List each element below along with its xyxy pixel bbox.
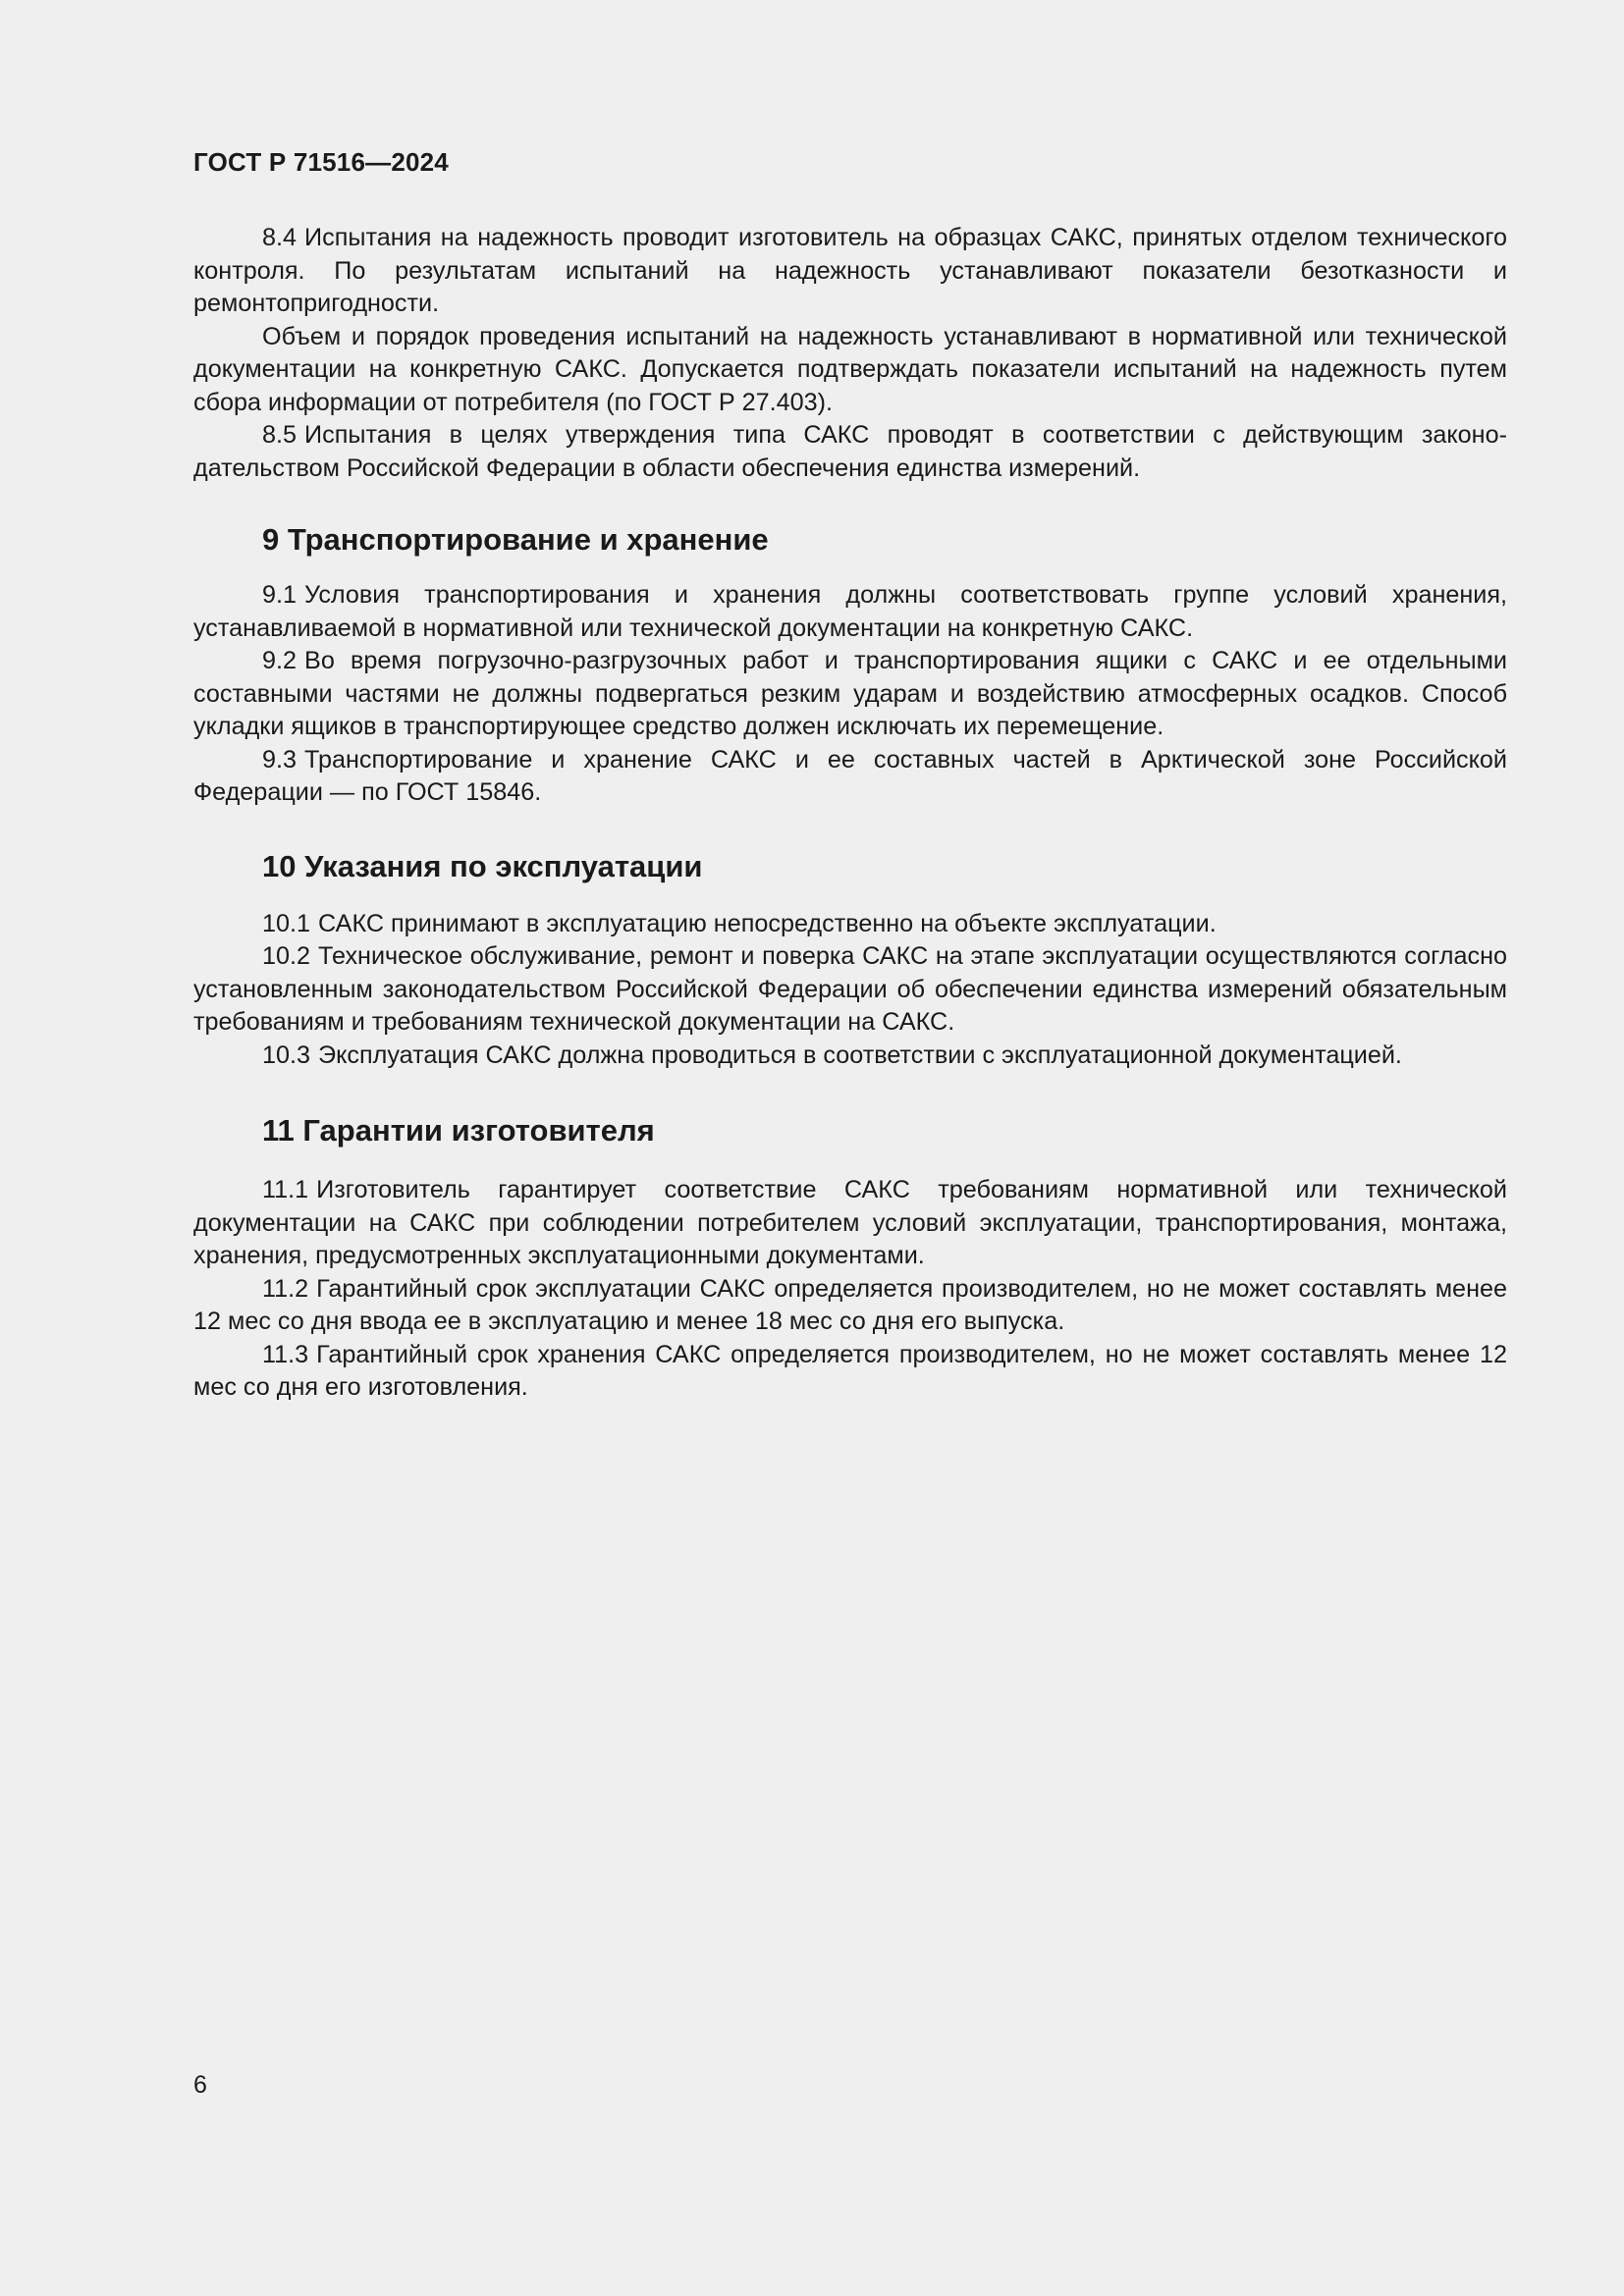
paragraph-text: Техническое обслуживание, ремонт и поверка САКС на этапе эксплуатации осуществляются согласно установленным законодательством Российской Федерации об обеспечении единства измерений обязательным требованиям и требованиям технической документации на САКС. (193, 942, 1507, 1036)
paragraph-text: Гарантийный срок эксплуатации САКС определяется производителем, но не может составлять менее 12 мес со дня ввода ее в эксплуатацию и менее 18 мес со дня его выпуска. (193, 1274, 1507, 1335)
paragraph-11-2 (193, 1273, 1507, 1339)
paragraph-number: 11.3 (262, 1340, 309, 1368)
paragraph-number: 11.2 (262, 1274, 309, 1303)
paragraph-10-3 (193, 1040, 1507, 1073)
paragraph-text: Испытания в целях утверждения типа САКС проводят в соответствии с действующим законодательством Российской Федерации в области обеспечения единства измерений. (193, 421, 1507, 482)
paragraph-10-2 (193, 940, 1507, 1040)
paragraph-number: 11.1 (262, 1176, 309, 1203)
paragraph-text: Эксплуатация САКС должна проводиться в соответствии с эксплуатационной документацией. (318, 1041, 1402, 1069)
paragraph-number: 8.4 (262, 224, 298, 251)
paragraph-number: 10.3 (262, 1041, 311, 1069)
document-body (193, 222, 1507, 1405)
paragraph-text: Изготовитель гарантирует соответствие САКС требованиям нормативной или технической документации на САКС при соблюдении потребителем условий эксплуатации, транспортирования, монтажа, хранения, предусмотренных эксплуатационными документами. (193, 1176, 1507, 1269)
paragraph-number: 8.5 (262, 421, 298, 449)
paragraph-text: Условия транспортирования и хранения должны соответствовать группе условий хранения, устанавливаемой в нормативной или технической документации на конкретную САКС. (193, 581, 1507, 642)
paragraph-8-5 (193, 419, 1507, 485)
paragraph-number: 10.1 (262, 909, 311, 937)
page-number: 6 (193, 2071, 207, 2099)
paragraph-8-4-continued: Объем и порядок проведения испытаний на надежность устанавливают в нормативной или технической документации на конкретную САКС. Допускается подтверждать показатели испытаний на надежность путем сбора информации от потребителя (по ГОСТ Р 27.403). (193, 322, 1507, 416)
paragraph-number: 9.2 (262, 647, 298, 674)
paragraph-text: Во время погрузочно-разгрузочных работ и транспортирования ящики с САКС и ее отдельными составными частями не должны подвергаться резким ударам и воздействию атмосферных осадков. Способ укладки ящиков в транспортирующее средство должен исключать их перемещение. (193, 647, 1507, 740)
paragraph-11-1 (193, 1174, 1507, 1273)
paragraph-text: Гарантийный срок хранения САКС определяется производителем, но не может составлять менее 12 мес со дня его изготовления. (193, 1340, 1507, 1401)
section-heading-9: 9 Транспортирование и хранение (262, 522, 769, 557)
paragraph-text: Испытания на надежность проводит изготовитель на образцах САКС, принятых отделом технического контроля. По результатам испытаний на надежность устанавливают показатели безотказности и ремонтопригодности. (193, 224, 1507, 317)
document-header-title: ГОСТ Р 71516—2024 (193, 147, 449, 177)
paragraph-11-3 (193, 1339, 1507, 1405)
paragraph-number: 9.3 (262, 745, 298, 774)
paragraph-9-1 (193, 579, 1507, 645)
section-heading-10: 10 Указания по эксплуатации (262, 848, 703, 883)
paragraph-text: Транспортирование и хранение САКС и ее составных частей в Арктической зоне Российской Федерации — по ГОСТ 15846. (193, 745, 1507, 806)
paragraph-9-3 (193, 744, 1507, 810)
paragraph-10-1 (193, 908, 1507, 941)
paragraph-number: 9.1 (262, 581, 298, 609)
paragraph-9-2 (193, 645, 1507, 744)
paragraph-text: САКС принимают в эксплуатацию непосредственно на объекте эксплуатации. (318, 909, 1217, 937)
section-heading-11: 11 Гарантии изготовителя (262, 1113, 655, 1148)
paragraph-8-4 (193, 222, 1507, 321)
paragraph-number: 10.2 (262, 942, 311, 970)
